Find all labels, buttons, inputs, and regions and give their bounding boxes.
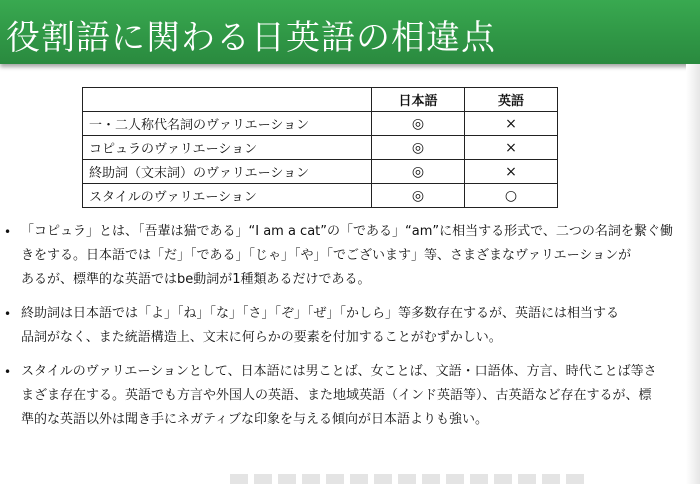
table-row	[83, 184, 558, 208]
slide-title: 役割語に関わる日英語の相違点	[6, 18, 496, 58]
bullet-line: 品詞がなく、また統語構造上、文末に何らかの要素を付加することがむずかしい。	[21, 330, 502, 345]
english-mark: ○	[465, 184, 558, 208]
table-header-japanese: 日本語	[372, 88, 465, 112]
japanese-mark: ◎	[372, 184, 465, 208]
bullet-text	[21, 360, 696, 432]
english-mark: ×	[465, 112, 558, 136]
table-header-row	[83, 88, 558, 112]
japanese-mark: ◎	[372, 160, 465, 184]
next-slide-ghost	[230, 474, 590, 484]
bullet-text	[21, 302, 696, 350]
slide-title-bar	[0, 0, 700, 64]
bullet-text	[21, 220, 696, 292]
comparison-table	[82, 87, 558, 208]
row-label: スタイルのヴァリエーション	[83, 184, 372, 208]
english-mark: ×	[465, 160, 558, 184]
bullet-line: 「コピュラ」とは、「吾輩は猫である」“I am a cat”の「である」“am”に相当する形式で、二つの名詞を繋ぐ働	[21, 224, 673, 239]
english-mark: ×	[465, 136, 558, 160]
table-header-english: 英語	[465, 88, 558, 112]
bullet-line: 終助詞は日本語では「よ」「ね」「な」「さ」「ぞ」「ぜ」「かしら」等多数存在するが、英語には相当する	[21, 306, 620, 321]
japanese-mark: ◎	[372, 136, 465, 160]
bullet-marker: •	[4, 225, 12, 239]
bullet-line: スタイルのヴァリエーションとして、日本語には男ことば、女ことば、文語・口語体、方言、時代ことば等さ	[21, 364, 657, 379]
bullet-marker: •	[4, 307, 12, 321]
bullet-line: きをする。日本語では「だ」「である」「じゃ」「や」「でございます」等、さまざまなヴァリエーションが	[21, 248, 632, 263]
table-row	[83, 112, 558, 136]
bullet-line: まざま存在する。英語でも方言や外国人の英語、また地域英語（インド英語等）、古英語など存在するが、標	[21, 388, 652, 403]
bullet-line: あるが、標準的な英語ではbe動詞が1種類あるだけである。	[21, 272, 371, 287]
row-label: 一・二人称代名詞のヴァリエーション	[83, 112, 372, 136]
row-label: コピュラのヴァリエーション	[83, 136, 372, 160]
table-row	[83, 160, 558, 184]
row-label: 終助詞（文末詞）のヴァリエーション	[83, 160, 372, 184]
table-header-empty	[83, 88, 372, 112]
bullet-line: 準的な英語以外は聞き手にネガティブな印象を与える傾向が日本語よりも強い。	[21, 412, 488, 427]
japanese-mark: ◎	[372, 112, 465, 136]
bullet-marker: •	[4, 365, 12, 379]
table-row	[83, 136, 558, 160]
